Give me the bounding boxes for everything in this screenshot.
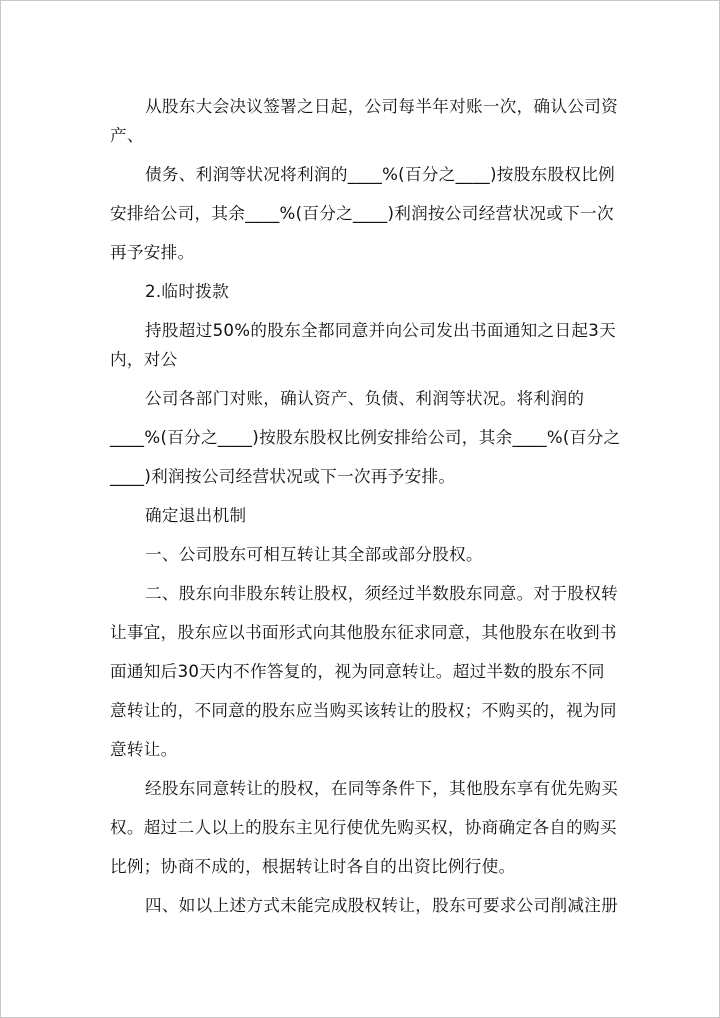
paragraph-line: 产、 xyxy=(110,126,144,145)
paragraph-line: 意转让的，不同意的股东应当购买该转让的股权；不购买的，视为同 xyxy=(110,701,617,720)
paragraph-line: 比例；协商不成的，根据转让时各自的出资比例行使。 xyxy=(110,857,516,876)
paragraph-line: 二、股东向非股东转让股权，须经过半数股东同意。对于股权转 xyxy=(145,584,619,603)
paragraph-line: 公司各部门对账，确认资产、负债、利润等状况。将利润的 xyxy=(145,389,585,408)
section-heading: 确定退出机制 xyxy=(145,506,247,525)
paragraph-line: 权。超过二人以上的股东主见行使优先购买权，协商确定各自的购买 xyxy=(110,818,617,837)
paragraph-line: 内，对公 xyxy=(110,350,178,369)
paragraph-line: 再予安排。 xyxy=(110,243,195,262)
paragraph-line: ____)利润按公司经营状况或下一次再予安排。 xyxy=(110,467,456,486)
paragraph-line: ____%(百分之____)按股东股权比例安排给公司，其余____%(百分之 xyxy=(110,428,621,447)
paragraph-line: 持股超过50%的股东全都同意并向公司发出书面通知之日起3天 xyxy=(145,321,616,340)
document-body xyxy=(110,92,621,920)
paragraph-line: 让事宜，股东应以书面形式向其他股东征求同意，其他股东在收到书 xyxy=(110,623,617,642)
paragraph-line: 意转让。 xyxy=(110,740,178,759)
paragraph-line: 经股东同意转让的股权，在同等条件下，其他股东享有优先购买 xyxy=(145,779,619,798)
paragraph-line: 债务、利润等状况将利润的____%(百分之____)按股东股权比例 xyxy=(145,165,616,184)
paragraph-line: 一、公司股东可相互转让其全部或部分股权。 xyxy=(145,545,483,564)
paragraph-line: 安排给公司，其余____%(百分之____)利润按公司经营状况或下一次 xyxy=(110,204,614,223)
paragraph-line: 面通知后30天内不作答复的，视为同意转让。超过半数的股东不同 xyxy=(110,662,605,681)
section-heading: 2.临时拨款 xyxy=(145,282,230,301)
paragraph-line: 从股东大会决议签署之日起，公司每半年对账一次，确认公司资 xyxy=(145,97,619,116)
paragraph-line: 四、如以上述方式未能完成股权转让，股东可要求公司削减注册 xyxy=(145,896,619,915)
